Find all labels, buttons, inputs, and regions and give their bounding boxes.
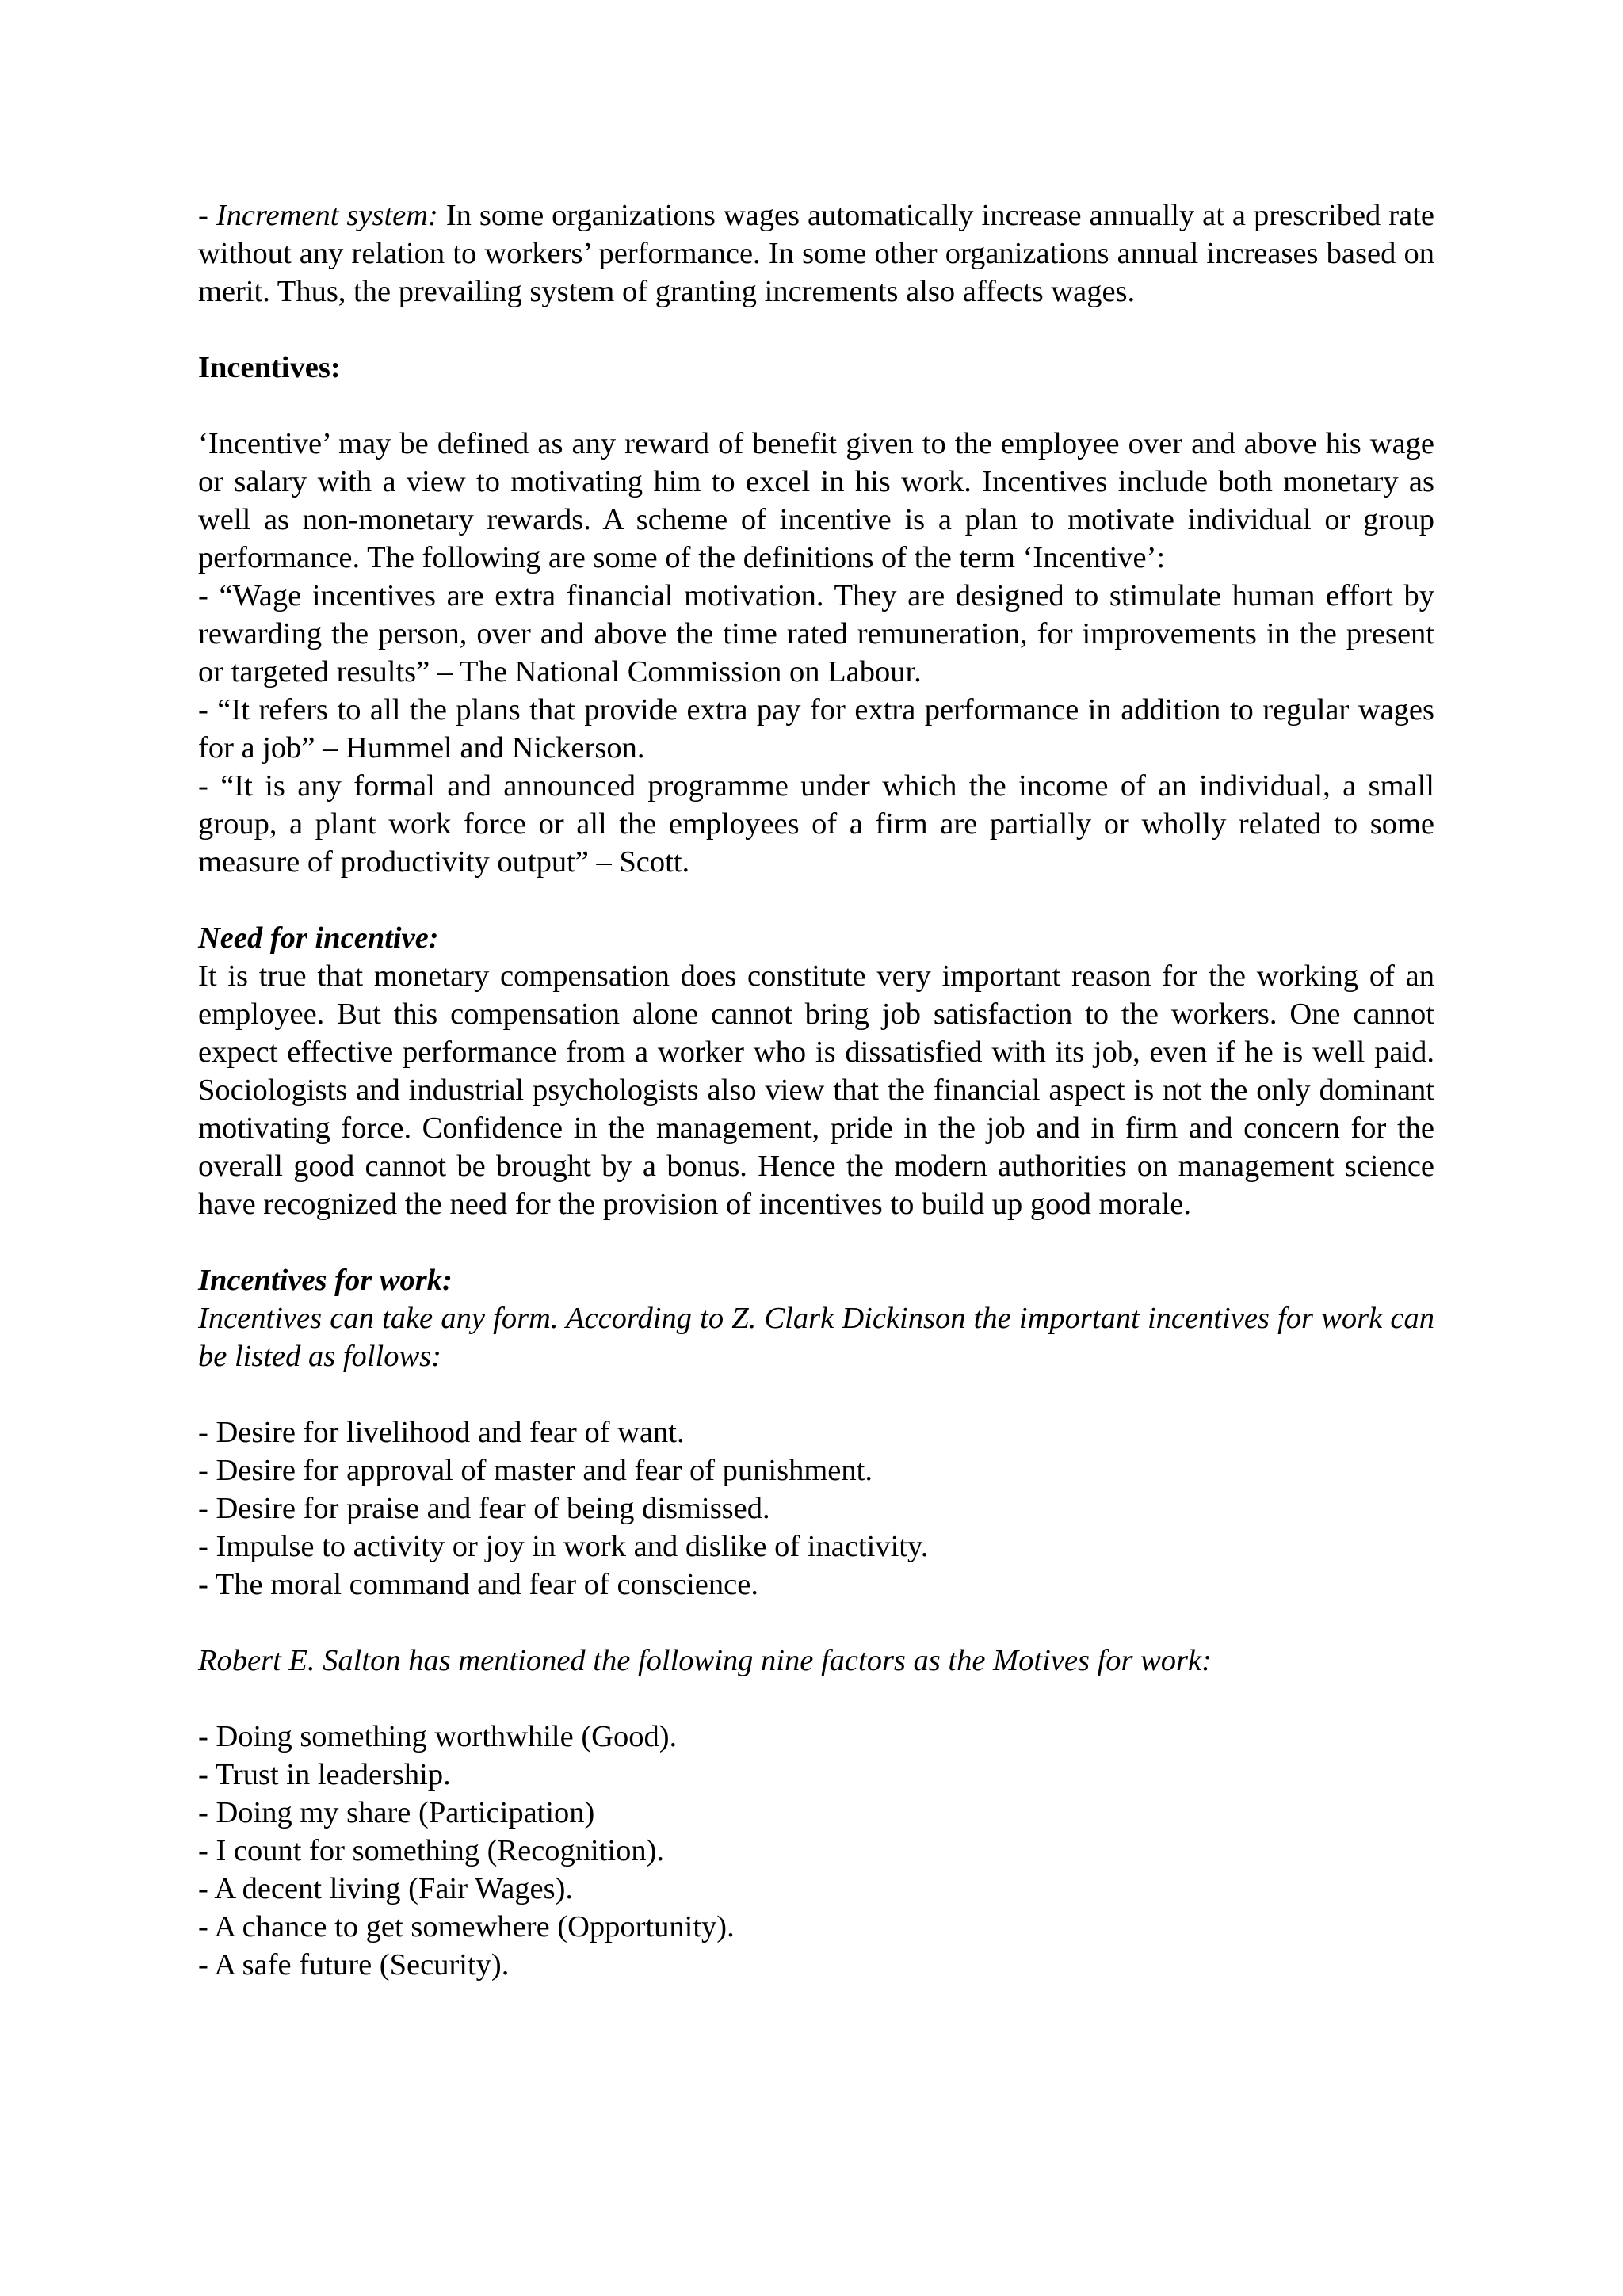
definition-item: - “It refers to all the plans that provide extra pay for extra performance in addition to regular wages for a job” – Hummel and Nickerson. (198, 693, 1434, 765)
salton-list-item: - A chance to get somewhere (Opportunity). (198, 1910, 735, 1943)
work-intro: Incentives can take any form. According to Z. Clark Dickinson the important incentives for work can be listed as follows: (198, 1302, 1434, 1373)
document-page (198, 196, 1434, 1984)
spacer (198, 387, 1434, 425)
increment-term: Increment system: (216, 199, 438, 232)
incentives-heading: Incentives: (198, 351, 341, 384)
dickinson-list-item: - Desire for praise and fear of being dismissed. (198, 1492, 770, 1525)
increment-paragraph (198, 196, 1434, 311)
definition-item: - “It is any formal and announced programme under which the income of an individual, a small group, a plant work force or all the employees of a firm are partially or wholly related to some measure of productivity output” – Scott. (198, 769, 1434, 879)
spacer (198, 1680, 1434, 1718)
salton-list-item: - I count for something (Recognition). (198, 1834, 665, 1867)
spacer (198, 1223, 1434, 1261)
increment-dash: - (198, 199, 216, 232)
dickinson-list-item: - Desire for livelihood and fear of want. (198, 1416, 685, 1449)
incentives-intro: ‘Incentive’ may be defined as any reward of benefit given to the employee over and above his wage or salary with a view to motivating him to excel in his work. Incentives include both monetary as well as non-monetary rewards. A scheme of incentive is a plan to motivate individual or group performance. The following are some of the definitions of the term ‘Incentive’: (198, 427, 1434, 574)
work-heading: Incentives for work: (198, 1264, 453, 1297)
spacer (198, 311, 1434, 349)
spacer (198, 1604, 1434, 1642)
need-paragraph: It is true that monetary compensation does constitute very important reason for the working of an employee. But this compensation alone cannot bring job satisfaction to the workers. One cannot expect effective performance from a worker who is dissatisfied with its job, even if he is well paid. Sociologists and industrial psychologists also view that the financial aspect is not the only dominant motivating force. Confidence in the management, pride in the job and in firm and concern for the overall good cannot be brought by a bonus. Hence the modern authorities on management science have recognized the need for the provision of incentives to build up good morale. (198, 959, 1434, 1221)
dickinson-list-item: - Impulse to activity or joy in work and dislike of inactivity. (198, 1530, 929, 1563)
dickinson-list-item: - The moral command and fear of conscience. (198, 1568, 758, 1601)
spacer (198, 881, 1434, 919)
salton-list-item: - A decent living (Fair Wages). (198, 1872, 574, 1905)
need-heading: Need for incentive: (198, 921, 439, 955)
increment-text: In some organizations wages automatically increase annually at a prescribed rate without any relation to workers’ performance. In some other organizations annual increases based on merit. Thus, the prevailing system of granting increments also affects wages. (198, 199, 1434, 308)
salton-list-item: - Doing something worthwhile (Good). (198, 1720, 678, 1753)
salton-list-item: - A safe future (Security). (198, 1948, 510, 1981)
salton-list-item: - Trust in leadership. (198, 1758, 451, 1791)
dickinson-list-item: - Desire for approval of master and fear of punishment. (198, 1454, 873, 1487)
salton-list-item: - Doing my share (Participation) (198, 1796, 595, 1829)
definition-item: - “Wage incentives are extra financial motivation. They are designed to stimulate human effort by rewarding the person, over and above the time rated remuneration, for improvements in the present or targeted results” – The National Commission on Labour. (198, 579, 1434, 688)
salton-intro: Robert E. Salton has mentioned the following nine factors as the Motives for work: (198, 1644, 1212, 1677)
spacer (198, 1375, 1434, 1413)
